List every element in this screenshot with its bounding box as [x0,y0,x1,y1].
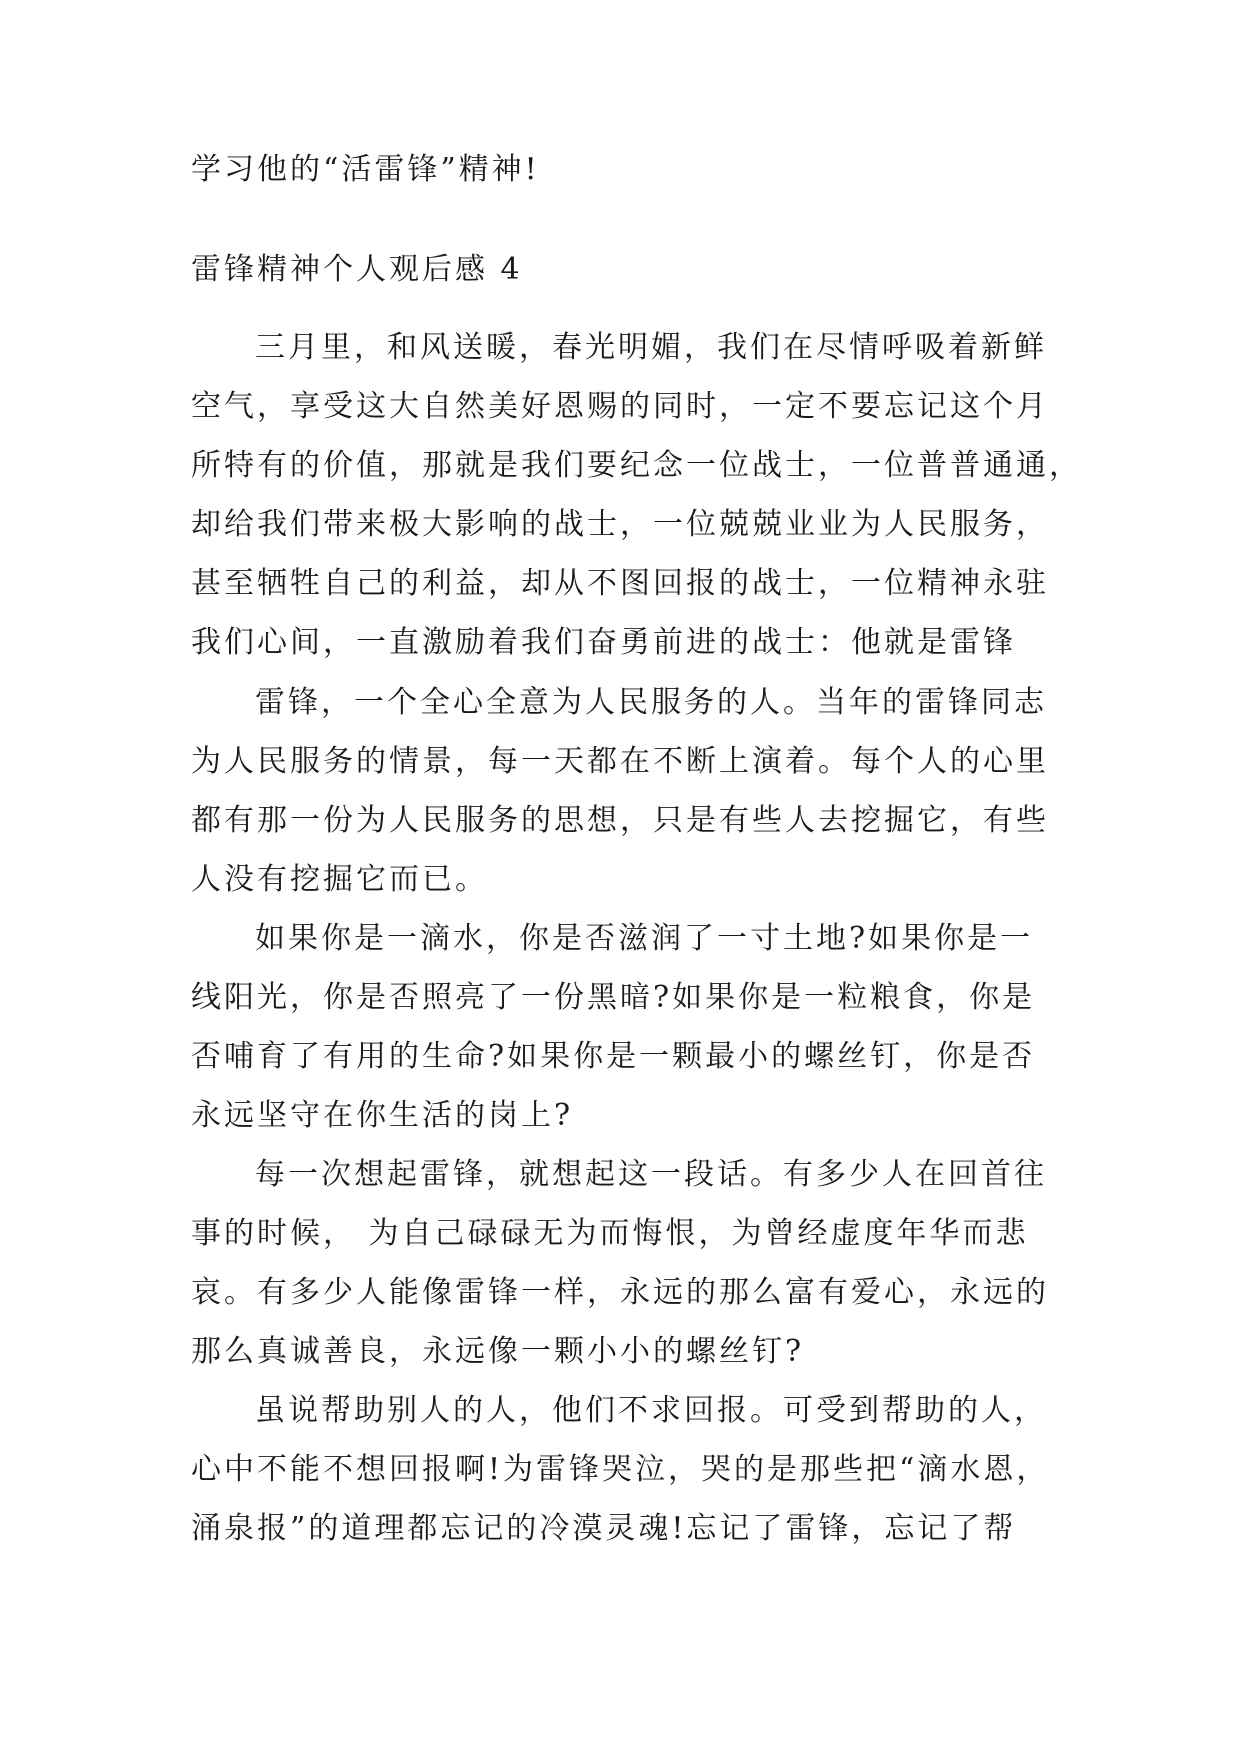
paragraph-line: 哀。有多少人能像雷锋一样，永远的那么富有爱心，永远的 [191,1275,1049,1310]
paragraph-line: 那么真诚善良，永远像一颗小小的螺丝钉? [191,1334,805,1369]
paragraph-line: 人没有挖掘它而已。 [191,862,488,897]
paragraph-line: 否哺育了有用的生命?如果你是一颗最小的螺丝钉，你是否 [191,1039,1036,1074]
paragraph-line: 所特有的价值，那就是我们要纪念一位战士，一位普普通通， [191,448,1082,483]
paragraph-line: 三月里，和风送暖，春光明媚，我们在尽情呼吸着新鲜 [255,330,1047,365]
paragraph-line: 事的时候， 为自己碌碌无为而悔恨，为曾经虚度年华而悲 [191,1216,1029,1251]
intro-line: 学习他的“活雷锋”精神! [191,152,540,187]
paragraph-line: 雷锋，一个全心全意为人民服务的人。当年的雷锋同志 [255,685,1047,720]
section-title: 雷锋精神个人观后感 4 [191,252,523,287]
paragraph-line: 虽说帮助别人的人，他们不求回报。可受到帮助的人， [255,1393,1047,1428]
paragraph-line: 我们心间，一直激励着我们奋勇前进的战士：他就是雷锋 [191,625,1016,660]
paragraph-line: 涌泉报”的道理都忘记的冷漠灵魂!忘记了雷锋，忘记了帮 [191,1511,1017,1546]
paragraph-line: 如果你是一滴水，你是否滋润了一寸土地?如果你是一 [255,921,1034,956]
paragraph-line: 空气，享受这大自然美好恩赐的同时，一定不要忘记这个月 [191,389,1049,424]
paragraph-line: 甚至牺牲自己的利益，却从不图回报的战士，一位精神永驻 [191,566,1049,601]
paragraph-line: 每一次想起雷锋，就想起这一段话。有多少人在回首往 [255,1157,1047,1192]
paragraph-line: 线阳光，你是否照亮了一份黑暗?如果你是一粒粮食，你是 [191,980,1036,1015]
paragraph-line: 为人民服务的情景，每一天都在不断上演着。每个人的心里 [191,744,1049,779]
paragraph-line: 永远坚守在你生活的岗上? [191,1098,574,1133]
paragraph-line: 却给我们带来极大影响的战士，一位兢兢业业为人民服务， [191,507,1049,542]
paragraph-line: 心中不能不想回报啊!为雷锋哭泣，哭的是那些把“滴水恩， [191,1452,1050,1487]
paragraph-line: 都有那一份为人民服务的思想，只是有些人去挖掘它，有些 [191,803,1049,838]
